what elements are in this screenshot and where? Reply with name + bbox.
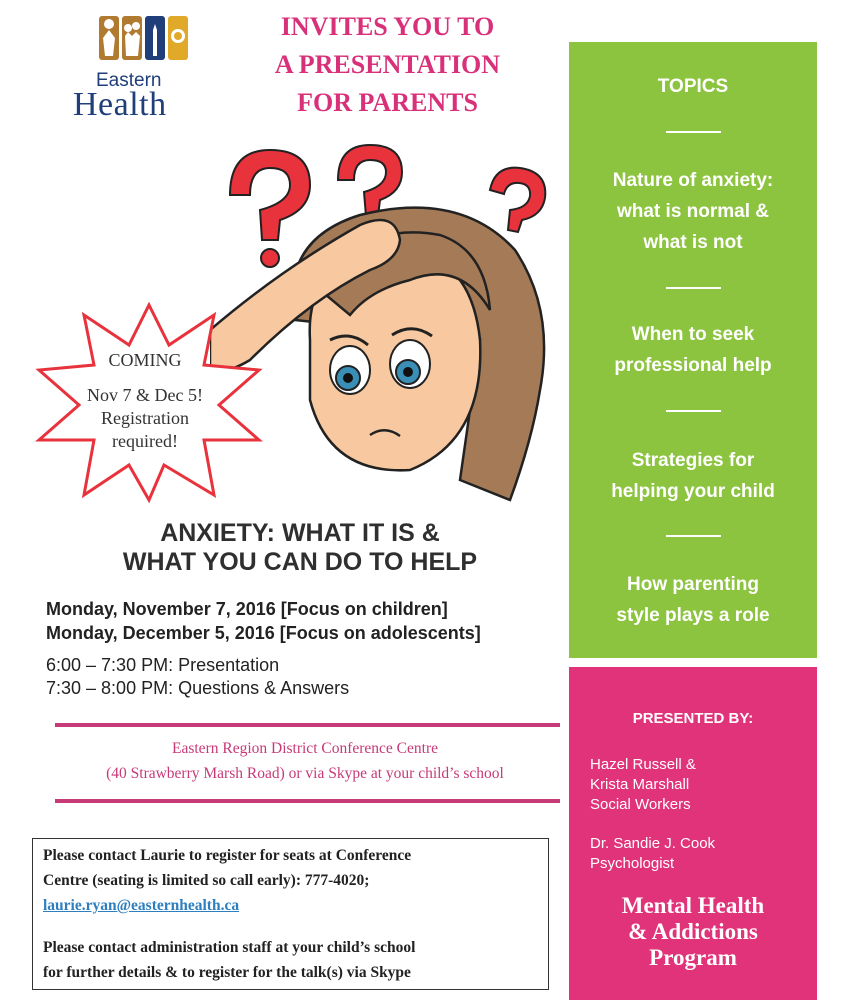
presenter-2-role: Psychologist bbox=[590, 855, 675, 872]
main-title-line-1: ANXIETY: WHAT IT IS & bbox=[160, 519, 440, 547]
topic-1-line-1: Nature of anxiety: bbox=[612, 170, 774, 191]
starburst-line-2: Nov 7 & Dec 5! bbox=[87, 385, 203, 405]
contact-line-4: Please contact administration staff at your child’s school bbox=[43, 939, 416, 956]
topic-3-line-2: helping your child bbox=[611, 481, 775, 502]
question-mark-icon bbox=[230, 150, 310, 267]
logo-text-eastern: Eastern bbox=[96, 70, 162, 91]
topic-2-line-1: When to seek bbox=[631, 324, 755, 345]
starburst-line-3: Registration bbox=[101, 408, 189, 428]
presenter-2-name: Dr. Sandie J. Cook bbox=[590, 835, 716, 852]
topic-1-line-3: what is not bbox=[643, 232, 743, 253]
contact-email-link[interactable]: laurie.ryan@easternhealth.ca bbox=[43, 897, 240, 914]
topic-4-line-2: style plays a role bbox=[616, 605, 770, 626]
invite-line-3: FOR PARENTS bbox=[297, 88, 478, 117]
divider-rule-top bbox=[55, 723, 560, 727]
divider-rule-bottom bbox=[55, 799, 560, 803]
program-line-1: Mental Health bbox=[621, 893, 765, 918]
venue-line-2: (40 Strawberry Marsh Road) or via Skype at your child’s school bbox=[106, 765, 504, 782]
topics-divider bbox=[666, 410, 721, 412]
venue-line-1: Eastern Region District Conference Centre bbox=[172, 740, 438, 757]
starburst-line-1: COMING bbox=[108, 350, 182, 370]
time-line-1: 6:00 – 7:30 PM: Presentation bbox=[46, 655, 280, 675]
contact-line-2: Centre (seating is limited so call early): 777-4020; bbox=[43, 872, 370, 889]
contact-line-1: Please contact Laurie to register for seats at Conference bbox=[43, 847, 412, 864]
logo-text-health: Health bbox=[73, 86, 167, 123]
program-name bbox=[569, 893, 817, 971]
presented-by-heading: PRESENTED BY: bbox=[632, 710, 754, 727]
contact-line-5: for further details & to register for the talk(s) via Skype bbox=[43, 964, 411, 981]
main-title-line-2: WHAT YOU CAN DO TO HELP bbox=[122, 548, 478, 576]
topic-3-line-1: Strategies for bbox=[631, 450, 755, 471]
presenter-1-role: Social Workers bbox=[590, 796, 691, 813]
topics-heading: TOPICS bbox=[657, 76, 729, 97]
topic-4-line-1: How parenting bbox=[627, 574, 759, 595]
topic-2-line-2: professional help bbox=[614, 355, 772, 376]
starburst-line-4: required! bbox=[112, 431, 178, 451]
question-mark-icon bbox=[490, 168, 545, 232]
topic-1-line-2: what is normal & bbox=[616, 201, 770, 222]
date-line-2: Monday, December 5, 2016 [Focus on adolescents] bbox=[46, 623, 481, 643]
date-line-1: Monday, November 7, 2016 [Focus on children] bbox=[46, 599, 448, 619]
topics-divider bbox=[666, 131, 721, 133]
topics-divider bbox=[666, 535, 721, 537]
program-line-2: & Addictions bbox=[628, 919, 758, 944]
time-line-2: 7:30 – 8:00 PM: Questions & Answers bbox=[46, 678, 350, 698]
topics-divider bbox=[666, 287, 721, 289]
invite-line-1: INVITES YOU TO bbox=[280, 12, 495, 41]
presenter-1-name-b: Krista Marshall bbox=[590, 776, 690, 793]
presenter-1-name-a: Hazel Russell & bbox=[590, 756, 696, 773]
program-line-3: Program bbox=[649, 945, 737, 970]
invite-line-2: A PRESENTATION bbox=[274, 50, 501, 79]
